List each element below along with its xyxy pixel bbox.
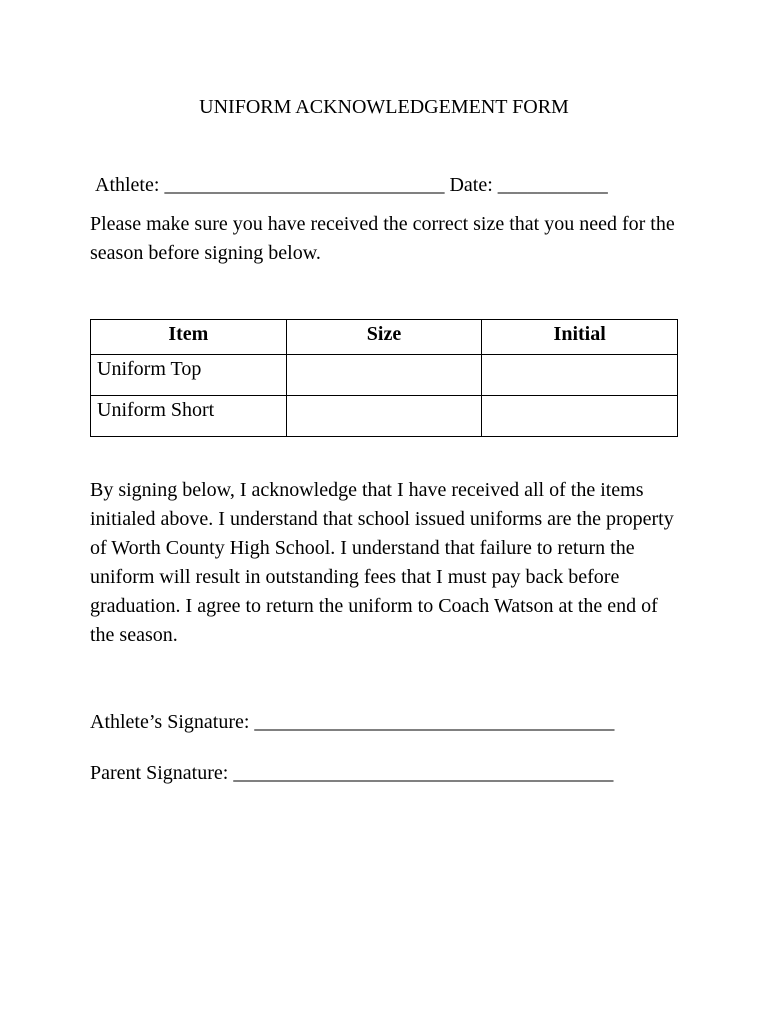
- size-cell[interactable]: [286, 396, 482, 437]
- size-cell[interactable]: [286, 355, 482, 396]
- table-header-row: [91, 320, 678, 355]
- item-cell: Uniform Short: [91, 396, 287, 437]
- athlete-signature-label: Athlete’s Signature:: [90, 711, 250, 733]
- column-header-item: Item: [91, 320, 287, 355]
- table-row: [91, 396, 678, 437]
- athlete-signature-blank[interactable]: ____________________________________: [254, 711, 615, 733]
- initial-cell[interactable]: [482, 355, 678, 396]
- column-header-initial: Initial: [482, 320, 678, 355]
- athlete-date-line: [95, 173, 608, 197]
- date-blank[interactable]: ___________: [497, 174, 608, 196]
- uniform-items-table: [90, 319, 678, 437]
- athlete-signature-line: [90, 710, 614, 734]
- athlete-name-blank[interactable]: ____________________________: [164, 174, 445, 196]
- form-title: UNIFORM ACKNOWLEDGEMENT FORM: [199, 96, 569, 118]
- column-header-size: Size: [286, 320, 482, 355]
- athlete-label: Athlete:: [95, 174, 160, 196]
- initial-cell[interactable]: [482, 396, 678, 437]
- agreement-paragraph: By signing below, I acknowledge that I have received all of the items initialed above. I understand that school issued uniforms are the property of Worth County High School. I understand that failure to return the uniform will result in outstanding fees that I must pay back before graduation. I agree to return the uniform to Coach Watson at the end of the season.: [90, 479, 674, 646]
- parent-signature-line: [90, 761, 613, 785]
- table-row: [91, 355, 678, 396]
- item-cell: Uniform Top: [91, 355, 287, 396]
- parent-signature-blank[interactable]: ______________________________________: [233, 762, 614, 784]
- parent-signature-label: Parent Signature:: [90, 762, 229, 784]
- intro-paragraph: Please make sure you have received the correct size that you need for the season before signing below.: [90, 213, 675, 264]
- date-label: Date:: [449, 174, 493, 196]
